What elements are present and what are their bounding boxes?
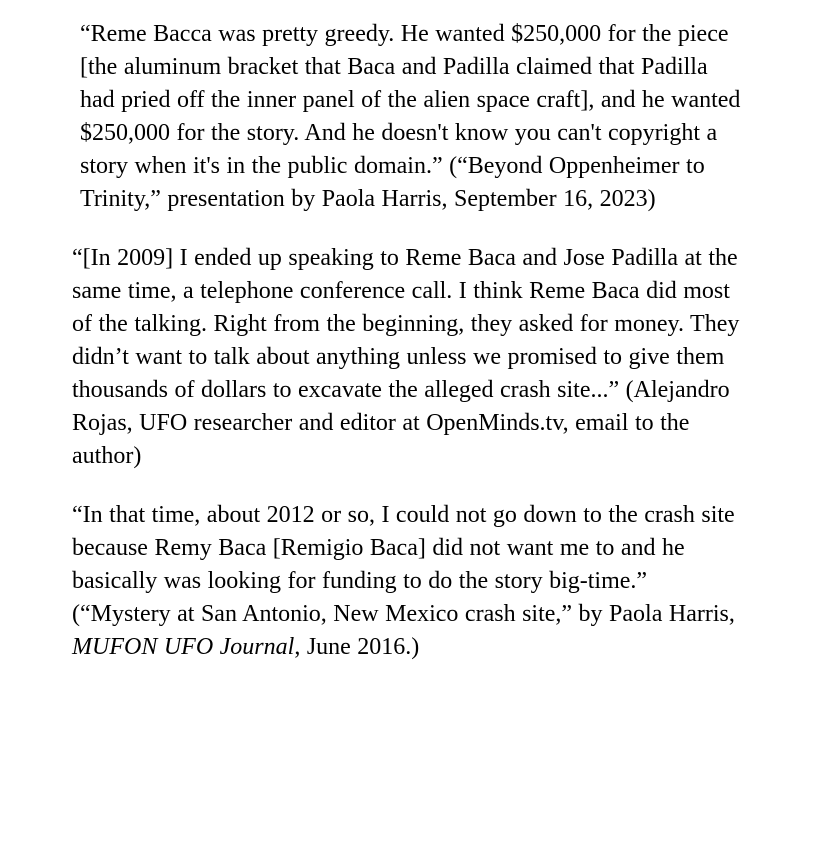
journal-title-italic: MUFON UFO Journal — [72, 634, 295, 660]
quote-3-text-end: , June 2016.) — [294, 634, 420, 660]
quote-paragraph-3 — [72, 499, 742, 664]
quote-paragraph-2: “[In 2009] I ended up speaking to Reme Baca and Jose Padilla at the same time, a telephone conference call. I think Reme Baca did most of the talking. Right from the beginning, they asked for money. They didn’t want to talk about anything unless we promised to give them thousands of dollars to excavate the alleged crash site...” (Alejandro Rojas, UFO researcher and editor at OpenMinds.tv, email to the author) — [72, 245, 740, 469]
quote-paragraph-1: “Reme Bacca was pretty greedy. He wanted $250,000 for the piece [the aluminum bracket that Baca and Padilla claimed that Padilla had pried off the inner panel of the alien space craft], and he wanted $250,000 for the story. And he doesn't know you can't copyright a story when it's in the public domain.” (“Beyond Oppenheimer to Trinity,” presentation by Paola Harris, September 16, 2023) — [80, 21, 741, 212]
quote-3-text-start: “In that time, about 2012 or so, I could not go down to the crash site because Remy Baca [Remigio Baca] did not want me to and he basically was looking for funding to do the story big-time.” (“Mystery at San Antonio, New Mexico crash site,” by Paola Harris, — [72, 502, 735, 627]
